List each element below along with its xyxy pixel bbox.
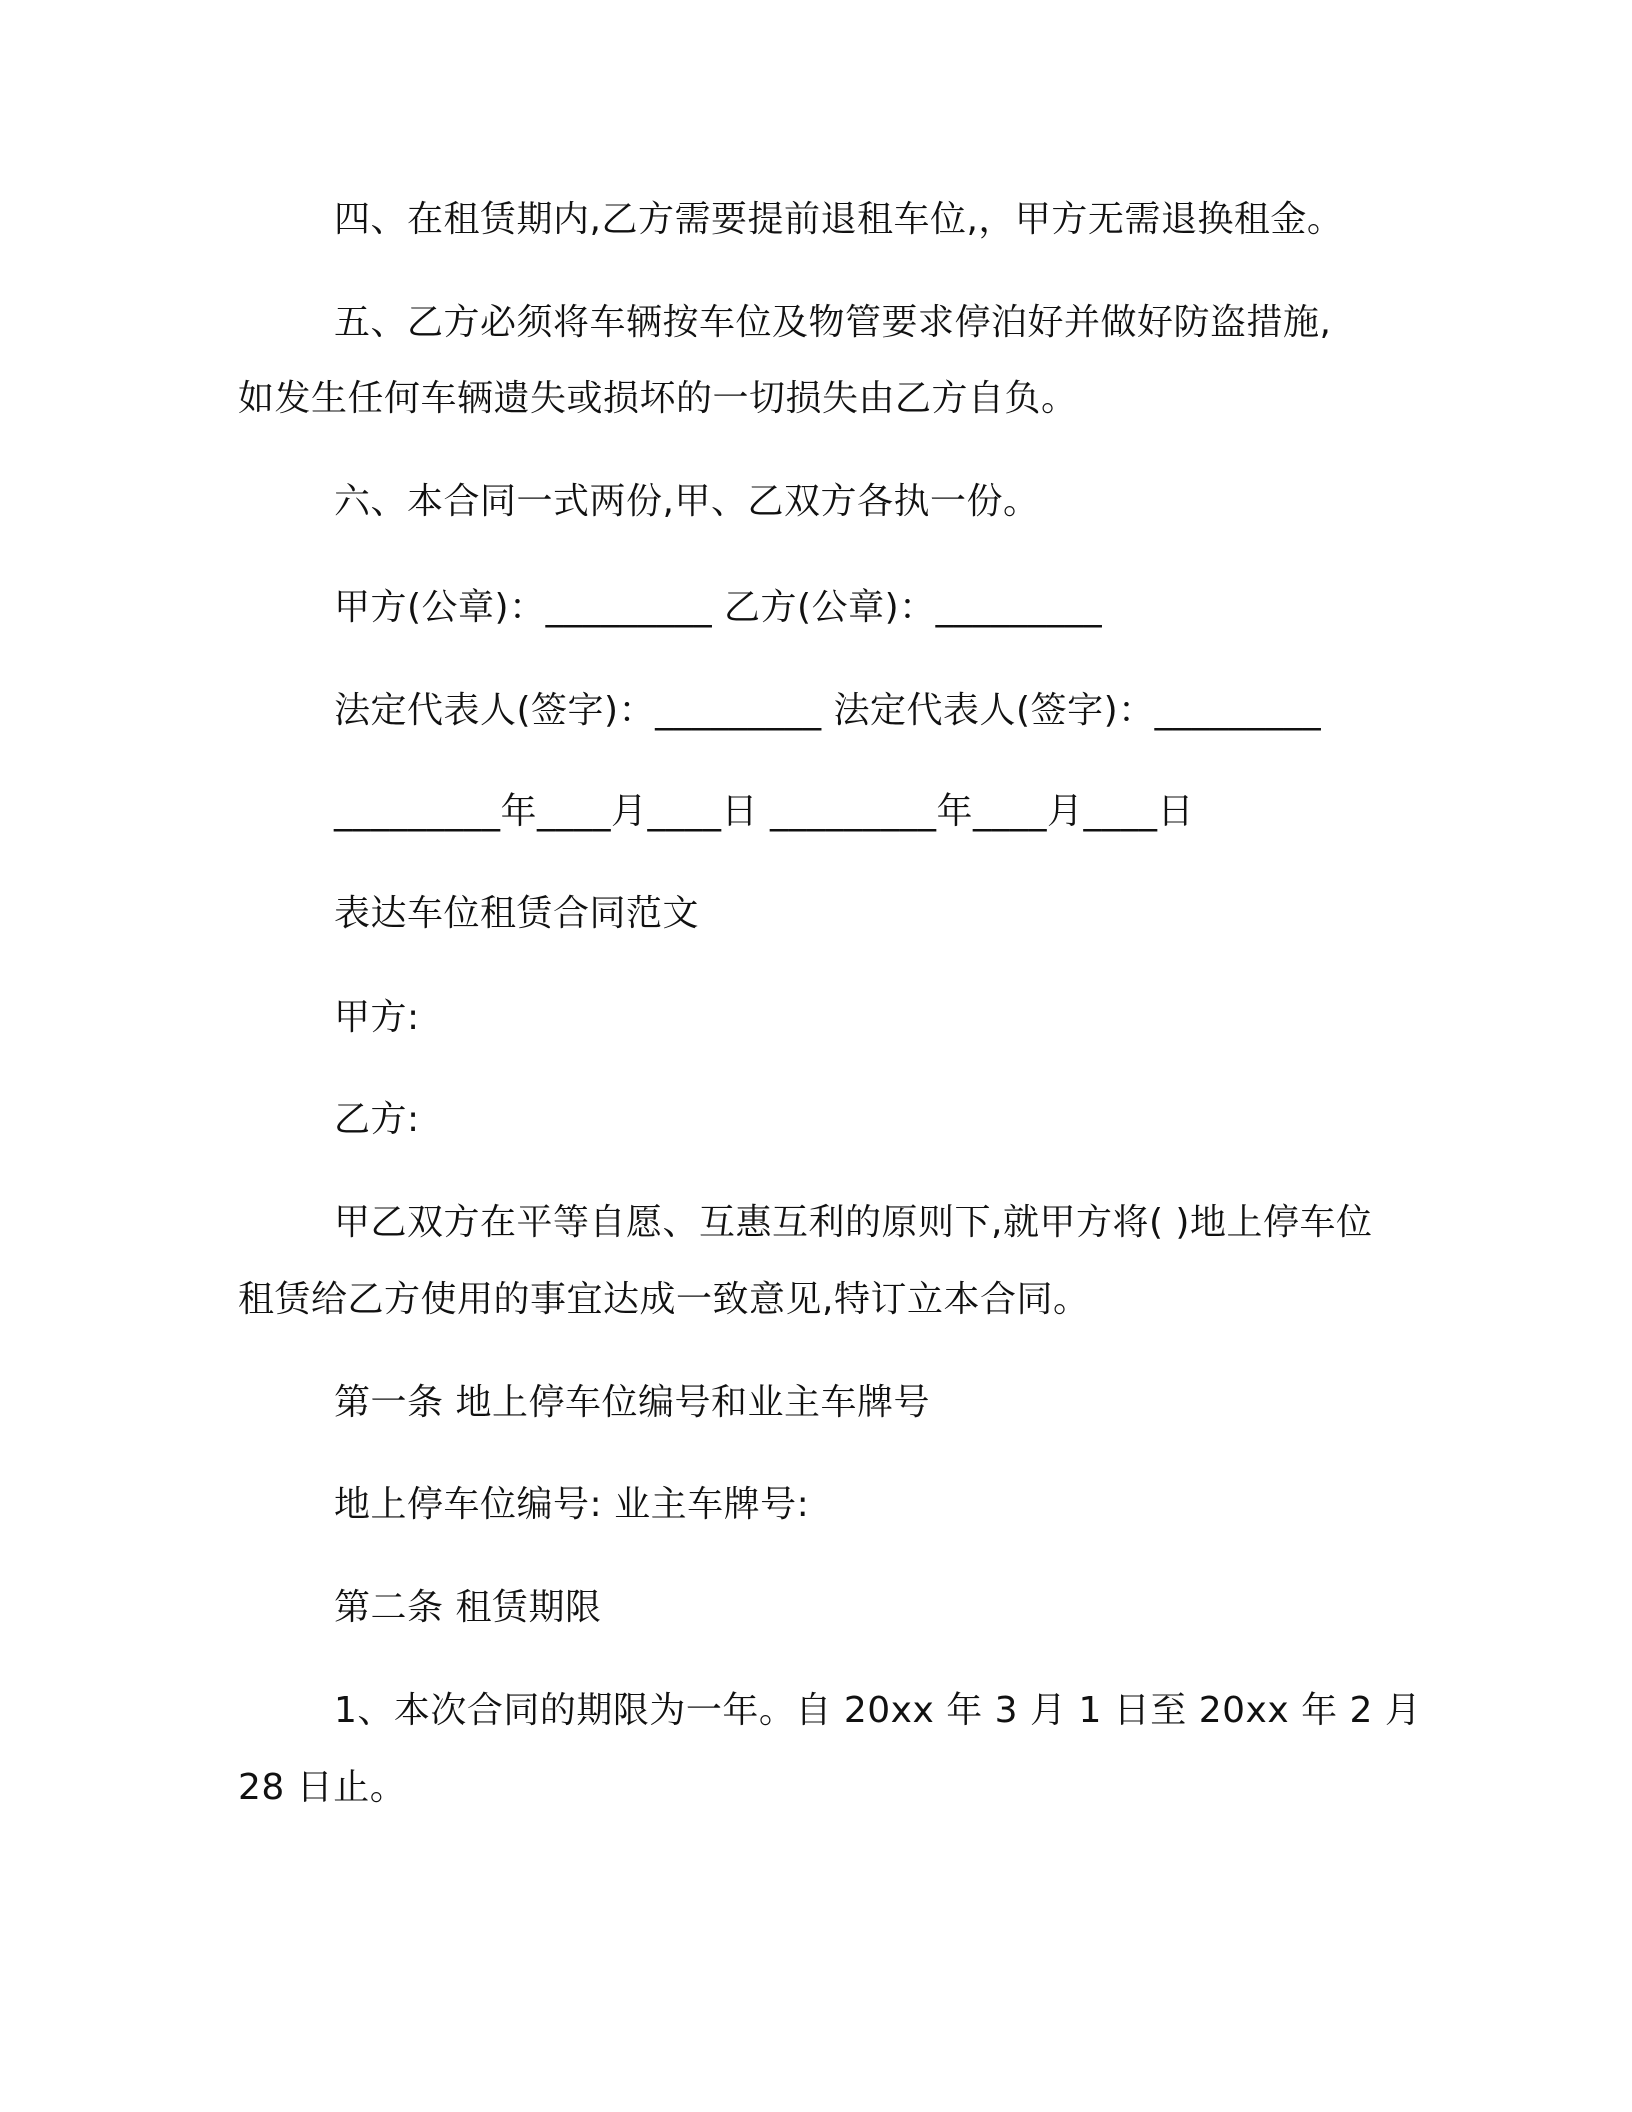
party-a-label: 甲方: [334, 997, 420, 1038]
party-seal-line: 甲方(公章)：_________ 乙方(公章)：_________ [334, 587, 1103, 628]
party-b-label: 乙方: [334, 1099, 420, 1140]
parking-number-line: 地上停车位编号: 业主车牌号: [334, 1484, 810, 1525]
preamble-text: 甲乙双方在平等自愿、互惠互利的原则下,就甲方将( )地上停车位 [334, 1202, 1373, 1243]
article-1-heading: 第一条 地上停车位编号和业主车牌号 [334, 1382, 930, 1423]
clause-4-text: 四、在租赁期内,乙方需要提前退租车位,，甲方无需退换租金。 [334, 199, 1344, 240]
section-title: 表达车位租赁合同范文 [334, 893, 700, 934]
article-2-heading: 第二条 租赁期限 [334, 1587, 602, 1628]
clause-5-continuation: 如发生任何车辆遗失或损坏的一切损失由乙方自负。 [238, 378, 1078, 419]
date-line: _________年____月____日 _________年____月____日 [334, 791, 1194, 832]
preamble-continuation: 租赁给乙方使用的事宜达成一致意见,特订立本合同。 [238, 1279, 1090, 1320]
term-text: 1、本次合同的期限为一年。自 20xx 年 3 月 1 日至 20xx 年 2 月 [334, 1690, 1422, 1731]
clause-6-text: 六、本合同一式两份,甲、乙双方各执一份。 [334, 481, 1040, 522]
legal-rep-signature-line: 法定代表人(签字)：_________ 法定代表人(签字)：_________ [334, 690, 1322, 731]
clause-5-text: 五、乙方必须将车辆按车位及物管要求停泊好并做好防盗措施, [334, 302, 1332, 343]
term-continuation: 28 日止。 [238, 1767, 407, 1808]
